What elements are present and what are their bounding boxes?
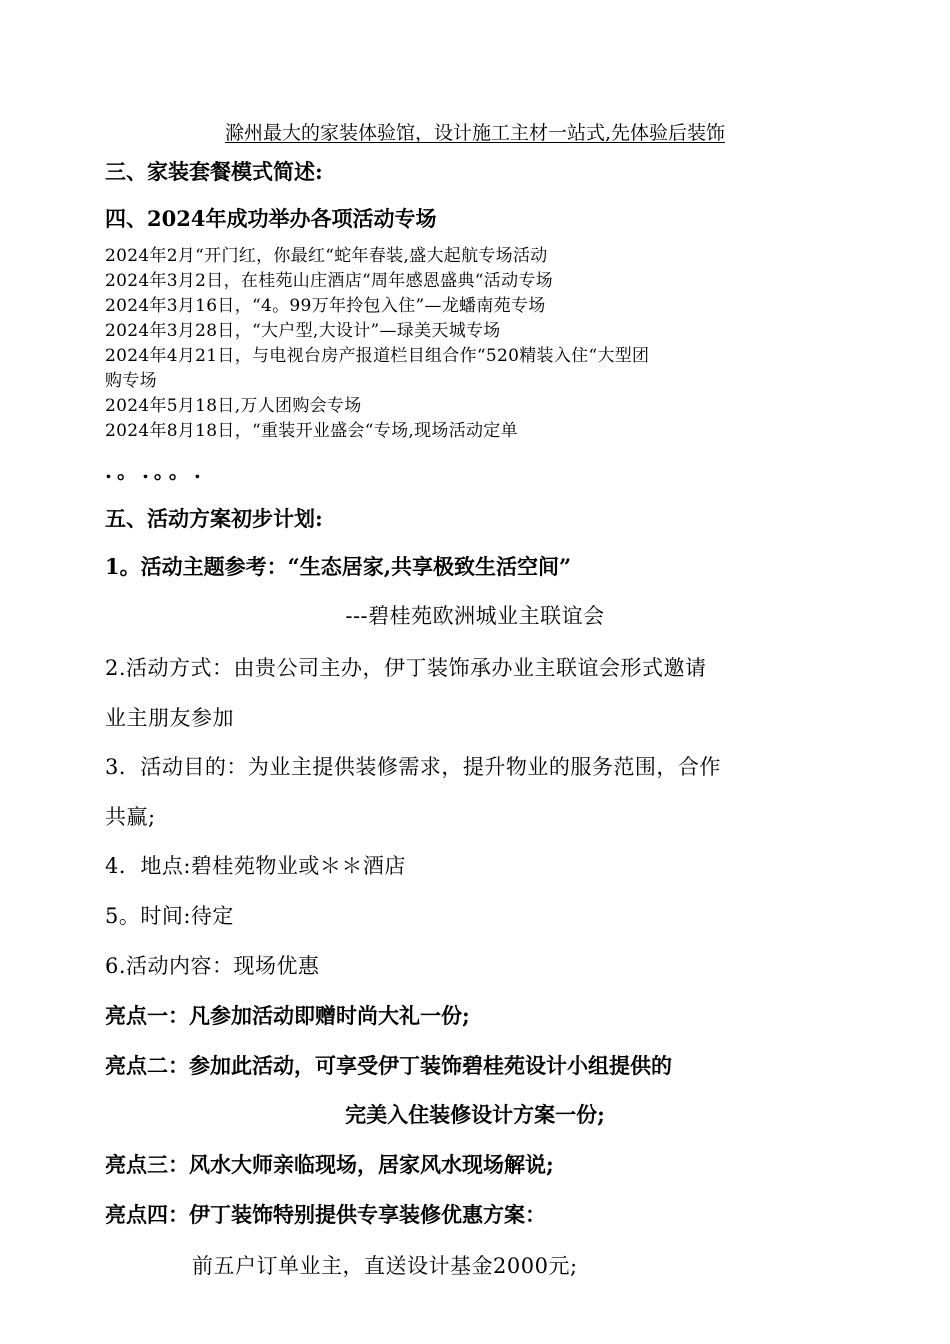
highlight-2-continued: 完美入住装修设计方案一份; [345,1102,605,1127]
plan-location: 4．地点:碧桂苑物业或＊＊酒店 [105,854,406,878]
plan-method-continued: 业主朋友参加 [105,706,234,730]
section-5-title: 五、活动方案初步计划: [105,506,323,531]
plan-method: 2.活动方式：由贵公司主办，伊丁装饰承办业主联谊会形式邀请 [105,656,707,680]
highlight-4-detail: 前五户订单业主，直送设计基金2000元; [192,1254,578,1278]
section-3-title: 三、家装套餐模式简述: [105,159,323,184]
section-4-title: 四、2024年成功举办各项活动专场 [105,206,437,231]
plan-time: 5。时间:待定 [105,904,234,928]
event-line: 2024年5月18日,万人团购会专场 [105,396,362,416]
ellipsis: .。.。。. [105,459,206,483]
page-header: 滁州最大的家装体验馆，设计施工主材一站式,先体验后装饰 [224,122,726,144]
plan-content: 6.活动内容：现场优惠 [105,954,320,978]
highlight-1: 亮点一：凡参加活动即赠时尚大礼一份; [105,1003,470,1028]
event-line: 2024年3月2日，在桂苑山庄酒店“周年感恩盛典“活动专场 [105,271,553,291]
plan-theme-subtitle: ---碧桂苑欧洲城业主联谊会 [345,604,605,628]
event-line: 2024年4月21日，与电视台房产报道栏目组合作“520精装入住“大型团 [105,346,650,366]
highlight-2: 亮点二：参加此活动，可享受伊丁装饰碧桂苑设计小组提供的 [105,1053,672,1078]
highlight-3: 亮点三：风水大师亲临现场，居家风水现场解说; [105,1152,554,1177]
plan-purpose-continued: 共赢; [105,805,156,829]
event-line: 2024年2月“开门红，你最红“蛇年春装,盛大起航专场活动 [105,246,548,266]
event-line: 2024年3月28日，“大户型,大设计”—琭美天城专场 [105,321,501,341]
plan-purpose: 3．活动目的：为业主提供装修需求，提升物业的服务范围，合作 [105,755,721,779]
event-line: 2024年3月16日，“4。99万年拎包入住”—龙蟠南苑专场 [105,296,546,316]
highlight-4: 亮点四：伊丁装饰特别提供专享装修优惠方案： [105,1202,546,1227]
event-line: 2024年8月18日，“重装开业盛会“专场,现场活动定单 [105,421,518,441]
plan-theme: 1。活动主题参考：“生态居家,共享极致生活空间” [105,554,572,579]
event-line-continued: 购专场 [105,371,157,391]
